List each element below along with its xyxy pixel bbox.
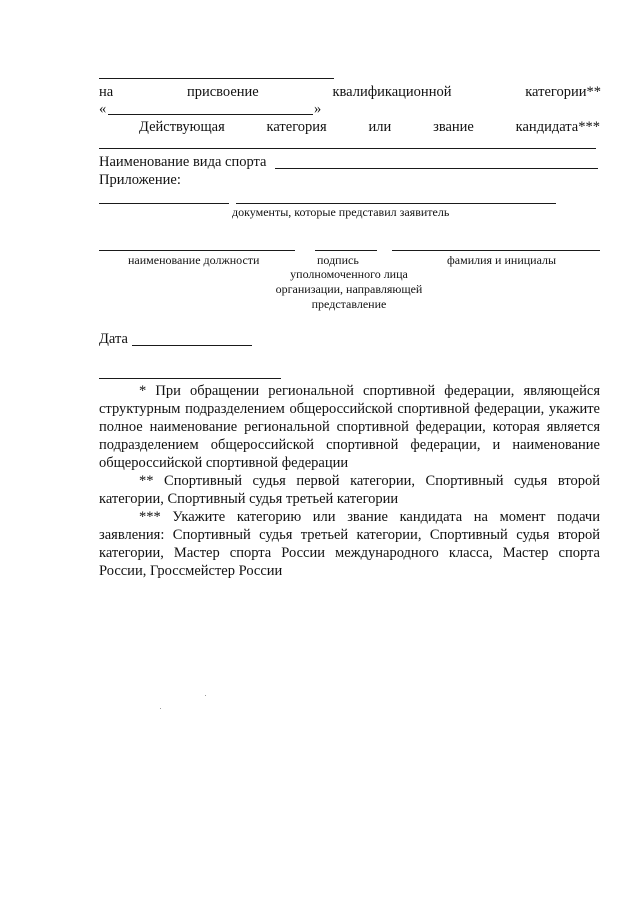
authority-caption bbox=[249, 267, 449, 312]
word-ili: или bbox=[368, 119, 392, 135]
word-kategorii: категории** bbox=[525, 84, 601, 100]
attachment-blank-line-short[interactable] bbox=[99, 203, 229, 204]
quote-close: » bbox=[314, 101, 322, 117]
full-name-blank-line[interactable] bbox=[392, 250, 600, 251]
category-blank-line[interactable] bbox=[108, 114, 313, 115]
footnote-current-category: *** Укажите категорию или звание кандидата на момент подачи заявления: Спортивный судья третьей категории, Спортивный судья второй категории, Мастер спорта России международного класса, Мастер спорта России, Гроссмейстер России bbox=[99, 509, 600, 579]
attachment-label: Приложение: bbox=[99, 172, 181, 188]
date-label: Дата bbox=[99, 331, 128, 347]
scan-speck bbox=[160, 708, 161, 709]
full-name-caption: фамилия и инициалы bbox=[447, 253, 557, 267]
authority-caption-line-3: представление bbox=[311, 297, 387, 311]
word-kandidata: кандидата*** bbox=[515, 119, 600, 135]
attachment-blank-line-long[interactable] bbox=[236, 203, 556, 204]
header-row-assignment bbox=[99, 84, 601, 101]
word-zvanie: звание bbox=[433, 119, 474, 135]
authority-caption-line-2: организации, направляющей bbox=[275, 282, 423, 296]
current-category-blank-line[interactable] bbox=[99, 148, 596, 149]
sport-name-label: Наименование вида спорта bbox=[99, 154, 267, 170]
sport-name-blank-line[interactable] bbox=[275, 168, 598, 169]
footnote-qualification-category: ** Спортивный судья первой категории, Спортивный судья второй категории, Спортивный судья третьей категории bbox=[99, 473, 600, 507]
position-caption: наименование должности bbox=[128, 253, 260, 267]
signature-blank-line[interactable] bbox=[315, 250, 377, 251]
authority-caption-line-1: уполномоченного лица bbox=[290, 267, 408, 281]
header-row-current-category bbox=[139, 119, 600, 136]
quote-open: « bbox=[99, 101, 107, 117]
word-kvalifikacionnoy: квалификационной bbox=[332, 84, 452, 100]
word-prisvoenie: присвоение bbox=[186, 84, 259, 100]
position-blank-line[interactable] bbox=[99, 250, 295, 251]
footnotes bbox=[99, 382, 600, 580]
footnote-separator bbox=[99, 378, 281, 379]
footnote-regional-federation: * При обращении региональной спортивной федерации, являющейся структурным подразделением общероссийской спортивной федерации, укажите полное наименование региональной спортивной федерации, которая является подразделением общероссийской спортивной федерации, и наименование общероссийской спортивной федерации bbox=[99, 383, 600, 471]
title-blank-line[interactable] bbox=[99, 78, 334, 79]
date-blank-line[interactable] bbox=[132, 345, 252, 346]
documents-caption: документы, которые представил заявитель bbox=[232, 205, 450, 219]
word-na: на bbox=[99, 84, 114, 100]
word-kategoriya: категория bbox=[266, 119, 327, 135]
word-deystvuyushchaya: Действующая bbox=[139, 119, 225, 135]
scan-speck bbox=[205, 695, 206, 696]
signature-caption: подпись bbox=[317, 253, 359, 267]
